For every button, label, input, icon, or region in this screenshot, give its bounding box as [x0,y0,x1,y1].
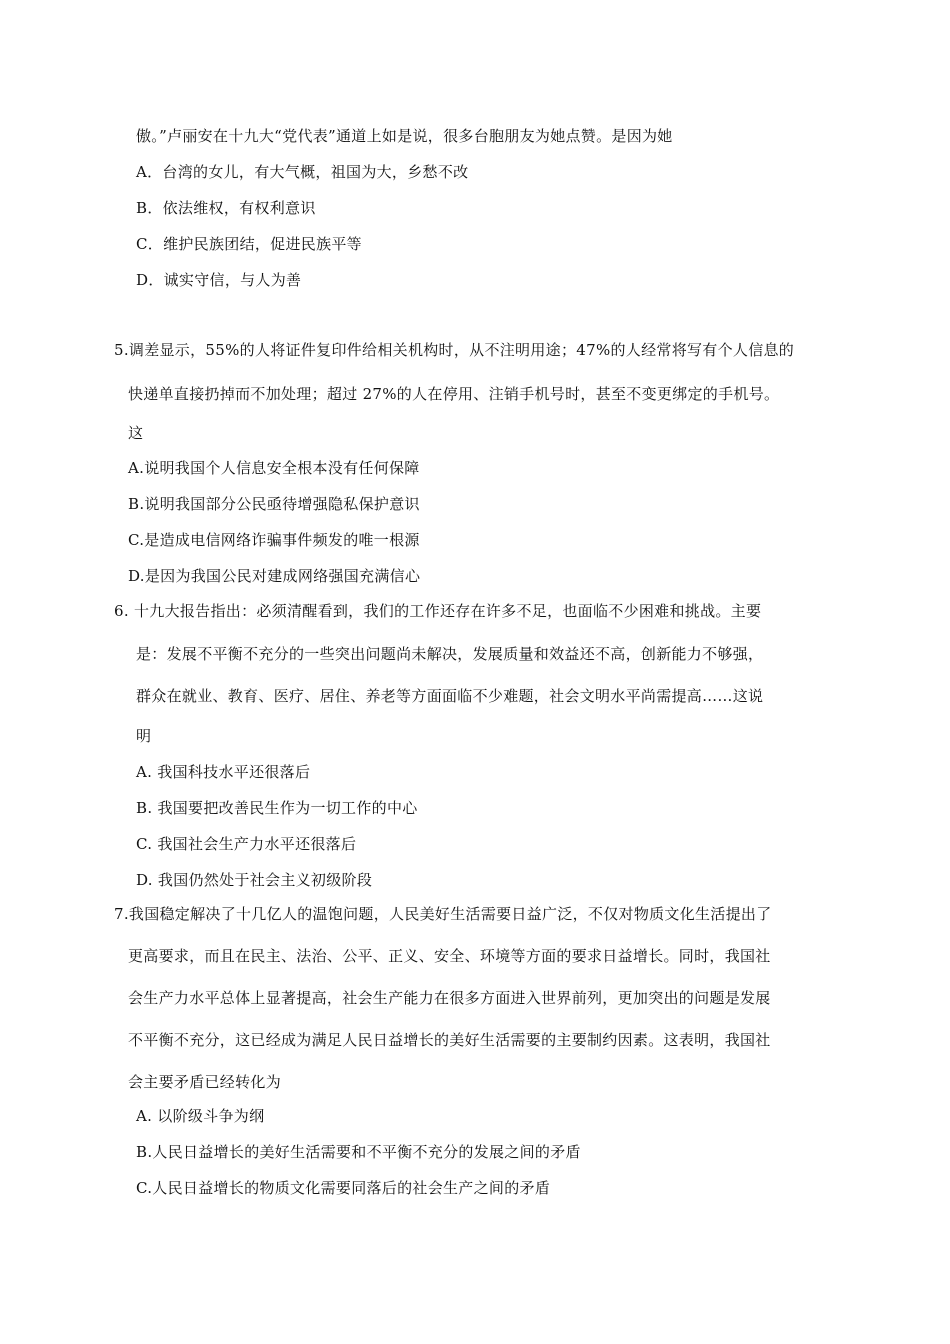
question-4-stem: 傲。”卢丽安在十九大“党代表”通道上如是说，很多台胞朋友为她点赞。是因为她 [136,127,673,145]
question-7-stem-line-1: 7.我国稳定解决了十几亿人的温饱问题，人民美好生活需要日益广泛，不仅对物质文化生活提出了 [114,905,772,923]
question-6-option-b: B. 我国要把改善民生作为一切工作的中心 [136,799,418,817]
question-6-stem-line-2: 是：发展不平衡不充分的一些突出问题尚未解决，发展质量和效益还不高，创新能力不够强， [136,645,764,663]
question-7-option-a: A. 以阶级斗争为纲 [136,1107,265,1125]
question-5-option-c: C.是造成电信网络诈骗事件频发的唯一根源 [128,531,420,549]
question-6-stem-line-4: 明 [136,727,152,745]
question-7-option-b: B.人民日益增长的美好生活需要和不平衡不充分的发展之间的矛盾 [136,1143,581,1161]
question-6-option-d: D. 我国仍然处于社会主义初级阶段 [136,871,373,889]
question-7-stem-line-5: 会主要矛盾已经转化为 [128,1073,282,1091]
question-4-option-c: C．维护民族团结，促进民族平等 [136,235,362,253]
question-4-option-a: A．台湾的女儿，有大气概，祖国为大，乡愁不改 [136,163,469,181]
question-5-stem-line-3: 这 [128,424,144,442]
question-6-stem-line-3: 群众在就业、教育、医疗、居住、养老等方面面临不少难题，社会文明水平尚需提高……这说 [136,687,764,705]
question-4-option-b: B．依法维权，有权利意识 [136,199,316,217]
question-7-stem-line-4: 不平衡不充分，这已经成为满足人民日益增长的美好生活需要的主要制约因素。这表明，我国社 [128,1031,771,1049]
question-6-option-c: C. 我国社会生产力水平还很落后 [136,835,357,853]
question-5-stem-line-2: 快递单直接扔掉而不加处理；超过 27%的人在停用、注销手机号时，甚至不变更绑定的手机号。 [128,385,780,403]
question-5-stem-line-1: 5.调差显示，55%的人将证件复印件给相关机构时，从不注明用途；47%的人经常将写有个人信息的 [114,341,795,359]
question-5-option-b: B.说明我国部分公民亟待增强隐私保护意识 [128,495,420,513]
question-6-option-a: A. 我国科技水平还很落后 [136,763,311,781]
question-7-stem-line-3: 会生产力水平总体上显著提高，社会生产能力在很多方面进入世界前列，更加突出的问题是发展 [128,989,771,1007]
question-6-stem-line-1: 6. 十九大报告指出：必须清醒看到，我们的工作还存在许多不足，也面临不少困难和挑战。主要 [114,602,762,620]
question-5-option-d: D.是因为我国公民对建成网络强国充满信心 [128,567,421,585]
question-4-option-d: D．诚实守信，与人为善 [136,271,302,289]
question-7-option-c: C.人民日益增长的物质文化需要同落后的社会生产之间的矛盾 [136,1179,551,1197]
question-5-option-a: A.说明我国个人信息安全根本没有任何保障 [128,459,420,477]
question-7-stem-line-2: 更高要求，而且在民主、法治、公平、正义、安全、环境等方面的要求日益增长。同时，我国社 [128,947,771,965]
